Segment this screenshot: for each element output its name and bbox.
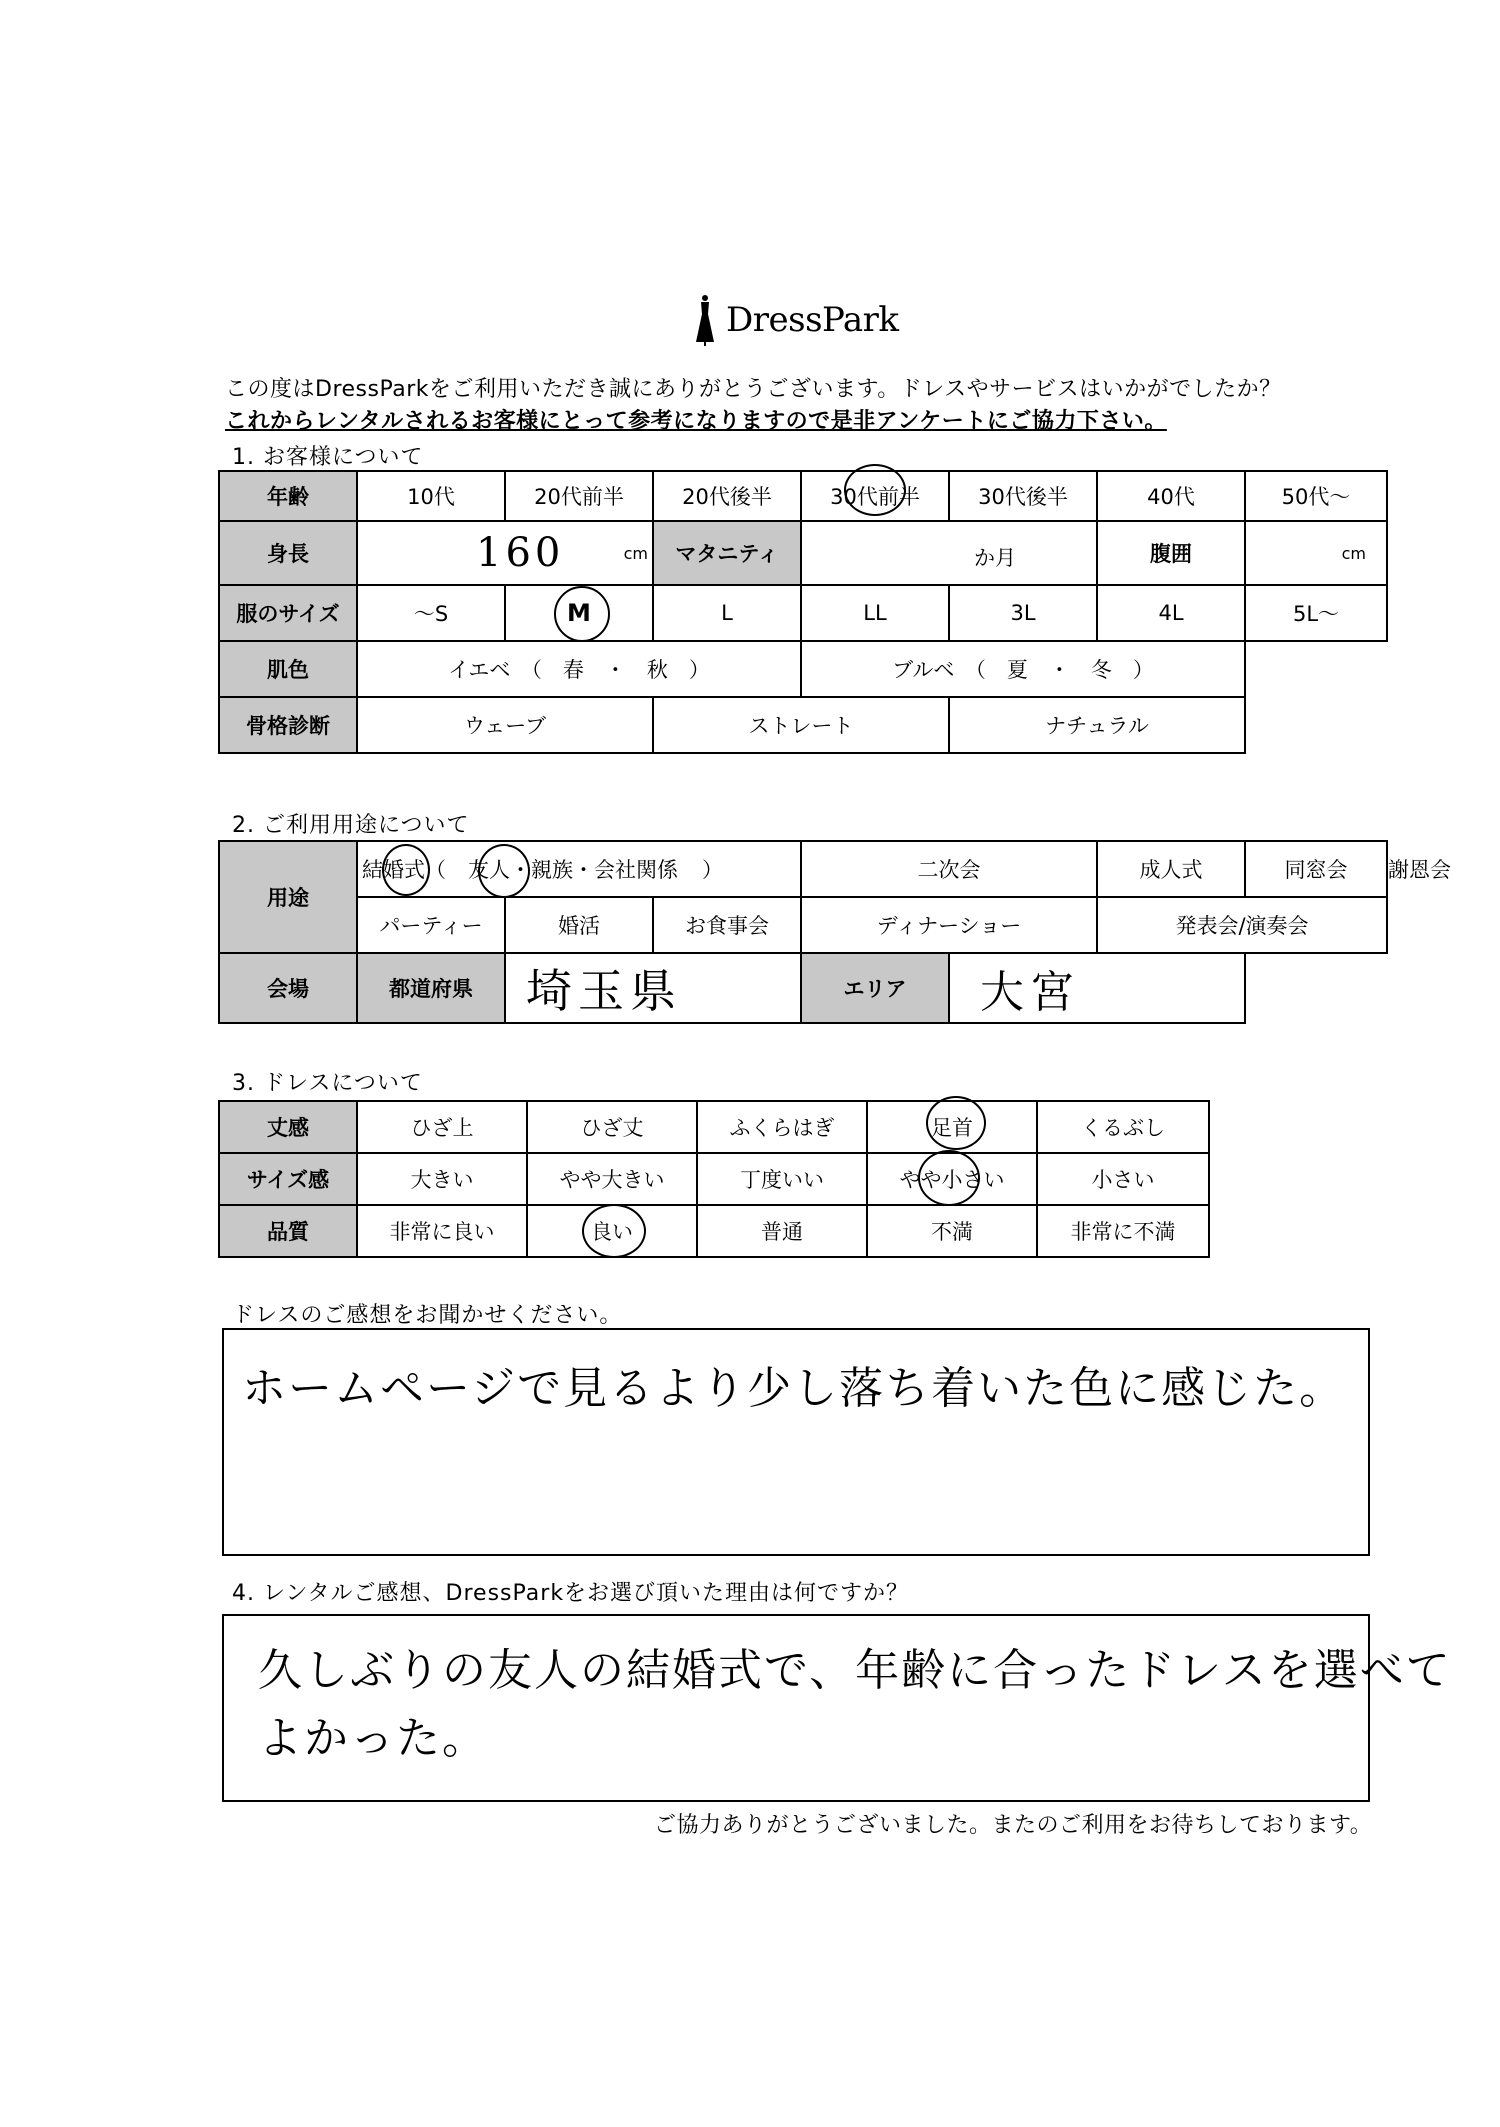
area-value: 大宮 xyxy=(980,967,1081,1018)
fit-label: サイズ感 xyxy=(219,1153,357,1205)
fit-option[interactable]: 大きい xyxy=(357,1153,527,1205)
fit-option[interactable]: 小さい xyxy=(1037,1153,1209,1205)
maternity-unit: か月 xyxy=(974,546,1016,570)
age-row xyxy=(219,471,1387,521)
size-option[interactable]: LL xyxy=(801,585,949,641)
reason-box[interactable] xyxy=(222,1614,1452,1802)
size-row xyxy=(219,585,1387,641)
size-option[interactable]: 5L～ xyxy=(1245,585,1387,641)
skin-blue[interactable]: ブルベ （ 夏 ・ 冬 ） xyxy=(801,641,1245,697)
fit-row xyxy=(219,1153,1209,1205)
prefecture-label: 都道府県 xyxy=(357,953,505,1023)
comment-text: ホームページで見るより少し落ち着いた色に感じた。 xyxy=(242,1363,1346,1414)
waist-unit: cm xyxy=(1341,544,1366,563)
brand-logo xyxy=(690,290,910,350)
purpose-row-2 xyxy=(219,897,1387,953)
height-field[interactable] xyxy=(357,521,653,585)
dress-table xyxy=(218,1100,1210,1258)
section-3-title: 3. ドレスについて xyxy=(232,1071,423,1096)
skin-label: 肌色 xyxy=(219,641,357,697)
age-option[interactable]: 30代後半 xyxy=(949,471,1097,521)
length-option[interactable]: くるぶし xyxy=(1037,1101,1209,1153)
purpose-option[interactable]: ディナーショー xyxy=(801,897,1097,953)
length-label: 丈感 xyxy=(219,1101,357,1153)
comment-title: ドレスのご感想をお聞かせください。 xyxy=(232,1303,623,1328)
purpose-option[interactable]: 同窓会 xyxy=(1245,841,1387,897)
maternity-label: マタニティ xyxy=(653,521,801,585)
comment-box[interactable] xyxy=(222,1328,1370,1556)
reason-line-1: 久しぶりの友人の結婚式で、年齢に合ったドレスを選べて xyxy=(258,1645,1452,1696)
closing-text: ご協力ありがとうございました。またのご利用をお待ちしております。 xyxy=(654,1813,1373,1838)
frame-row xyxy=(219,697,1387,753)
purpose-wedding[interactable]: 結婚式（ 友人・親族・会社関係 ） xyxy=(357,841,801,897)
length-row xyxy=(219,1101,1209,1153)
intro-line-2: これからレンタルされるお客様にとって参考になりますので是非アンケートにご協力下さい。 xyxy=(225,409,1167,434)
quality-option-selected[interactable]: 良い xyxy=(527,1205,697,1257)
quality-option[interactable]: 普通 xyxy=(697,1205,867,1257)
quality-option[interactable]: 不満 xyxy=(867,1205,1037,1257)
venue-label: 会場 xyxy=(219,953,357,1023)
purpose-option[interactable]: 成人式 xyxy=(1097,841,1245,897)
purpose-option[interactable]: お食事会 xyxy=(653,897,801,953)
section-2-title: 2. ご利用用途について xyxy=(232,813,470,838)
purpose-table xyxy=(218,840,1452,1024)
length-option-selected[interactable]: 足首 xyxy=(867,1101,1037,1153)
intro-line-1: この度はDressParkをご利用いただき誠にありがとうございます。ドレスやサービスはいかがでしたか？ xyxy=(225,377,1282,402)
purpose-row-1: 用途 結婚式（ 友人・親族・会社関係 ） 二次会 成人式 同窓会 謝恩会 xyxy=(219,841,1387,897)
height-value: 160 xyxy=(476,530,565,576)
purpose-label: 用途 xyxy=(219,841,357,953)
size-option-selected[interactable]: M xyxy=(505,585,653,641)
size-option[interactable]: 3L xyxy=(949,585,1097,641)
prefecture-field[interactable] xyxy=(505,953,801,1023)
waist-field[interactable] xyxy=(1245,521,1387,585)
dress-icon xyxy=(690,294,720,346)
frame-option[interactable]: ナチュラル xyxy=(949,697,1245,753)
age-option[interactable]: 40代 xyxy=(1097,471,1245,521)
age-option[interactable]: 50代～ xyxy=(1245,471,1387,521)
customer-table xyxy=(218,470,1388,754)
area-field[interactable] xyxy=(949,953,1245,1023)
size-label: 服のサイズ xyxy=(219,585,357,641)
length-option[interactable]: ひざ丈 xyxy=(527,1101,697,1153)
size-option[interactable]: ～S xyxy=(357,585,505,641)
frame-option[interactable]: ウェーブ xyxy=(357,697,653,753)
purpose-option[interactable]: 発表会/演奏会 xyxy=(1097,897,1387,953)
fit-option[interactable]: 丁度いい xyxy=(697,1153,867,1205)
fit-option[interactable]: やや大きい xyxy=(527,1153,697,1205)
section-4-title: 4. レンタルご感想、DressParkをお選び頂いた理由は何ですか？ xyxy=(232,1581,910,1606)
section-1-title: 1. お客様について xyxy=(232,445,424,470)
skin-row xyxy=(219,641,1387,697)
age-option[interactable]: 20代前半 xyxy=(505,471,653,521)
prefecture-value: 埼玉県 xyxy=(526,964,682,1018)
waist-label: 腹囲 xyxy=(1097,521,1245,585)
size-option[interactable]: 4L xyxy=(1097,585,1245,641)
age-option[interactable]: 20代後半 xyxy=(653,471,801,521)
quality-row xyxy=(219,1205,1209,1257)
height-label: 身長 xyxy=(219,521,357,585)
length-option[interactable]: ふくらはぎ xyxy=(697,1101,867,1153)
brand-name: DressPark xyxy=(726,300,899,340)
skin-yellow[interactable]: イエベ （ 春 ・ 秋 ） xyxy=(357,641,801,697)
quality-label: 品質 xyxy=(219,1205,357,1257)
frame-option[interactable]: ストレート xyxy=(653,697,949,753)
height-row xyxy=(219,521,1387,585)
height-unit: cm xyxy=(623,544,648,563)
area-label: エリア xyxy=(801,953,949,1023)
maternity-field[interactable] xyxy=(801,521,1097,585)
purpose-option[interactable]: 婚活 xyxy=(505,897,653,953)
frame-label: 骨格診断 xyxy=(219,697,357,753)
quality-option[interactable]: 非常に不満 xyxy=(1037,1205,1209,1257)
purpose-option[interactable]: 二次会 xyxy=(801,841,1097,897)
venue-row xyxy=(219,953,1387,1023)
length-option[interactable]: ひざ上 xyxy=(357,1101,527,1153)
age-option-selected[interactable]: 30代前半 xyxy=(801,471,949,521)
purpose-option[interactable]: パーティー xyxy=(357,897,505,953)
quality-option[interactable]: 非常に良い xyxy=(357,1205,527,1257)
age-label: 年齢 xyxy=(219,471,357,521)
fit-option-selected[interactable]: やや小さい xyxy=(867,1153,1037,1205)
reason-line-2: よかった。 xyxy=(258,1713,488,1764)
size-option[interactable]: L xyxy=(653,585,801,641)
age-option[interactable]: 10代 xyxy=(357,471,505,521)
